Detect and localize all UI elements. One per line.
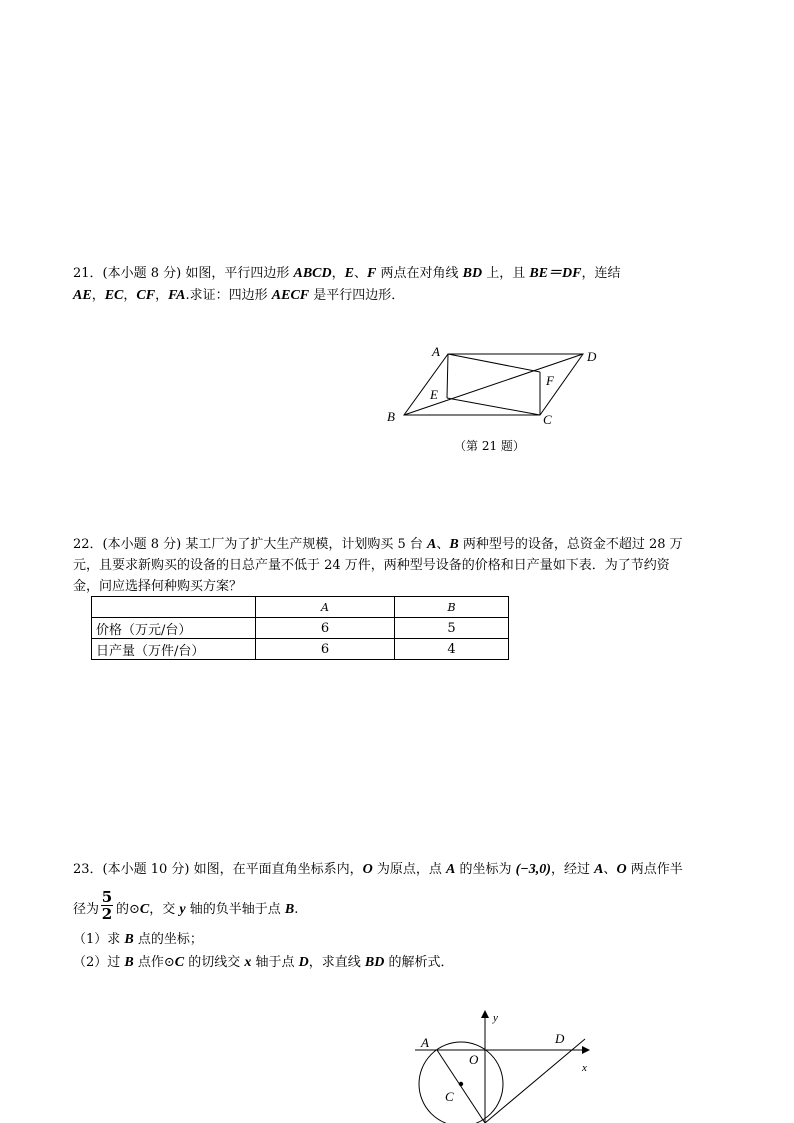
center-c-dot — [459, 1082, 463, 1086]
table-row — [92, 639, 509, 660]
table-row — [92, 618, 509, 639]
label-a: A — [432, 344, 440, 359]
label-x: x — [582, 1062, 587, 1074]
segment-ae — [447, 354, 448, 398]
q21-line2: AE，EC，CF，FA.求证：四边形 AECF 是平行四边形． — [73, 288, 405, 303]
label-f: F — [546, 373, 554, 388]
label-e: E — [430, 387, 438, 402]
label-o: O — [469, 1052, 479, 1067]
q23-sub1: （1）求 B 点的坐标； — [73, 932, 203, 947]
table-cell: 价格（万元/台） — [92, 618, 256, 639]
table-header-row — [92, 597, 509, 618]
q22-line2: 元，且要求新购买的设备的日总产量不低于 24 万件，两种型号设备的价格和日产量如下表．为了节约资 — [73, 558, 670, 573]
q21-line1: 21．(本小题 8 分) 如图，平行四边形 ABCD，E、F 两点在对角线 BD 上，且 BE＝DF，连结 — [73, 266, 621, 281]
segment-fa — [448, 354, 540, 372]
table-header-cell: A — [256, 597, 395, 618]
label-a: A — [421, 1035, 429, 1050]
fraction-denominator: 2 — [101, 905, 113, 923]
table-cell: 5 — [395, 618, 509, 639]
q22-line1: 22．(本小题 8 分) 某工厂为了扩大生产规模，计划购买 5 台 A、B 两种型号的设备，总资金不超过 28 万 — [73, 537, 683, 552]
tangent-bd — [485, 1039, 585, 1123]
table-cell: 6 — [256, 639, 395, 660]
label-d: D — [587, 349, 597, 364]
figure-21-caption: （第 21 题） — [454, 439, 525, 453]
fraction-numerator: 5 — [101, 888, 113, 906]
q23-line2: 径为 的⊙C，交 y 轴的负半轴于点 B. — [73, 902, 299, 917]
price-output-table — [91, 596, 509, 660]
q23-line1: 23．(本小题 10 分) 如图，在平面直角坐标系内，O 为原点，点 A 的坐标为 (−3,0)，经过 A、O 两点作半 — [73, 862, 683, 877]
figure-23-coordinate — [405, 1005, 605, 1123]
q23-sub2: （2）过 B 点作⊙C 的切线交 x 轴于点 D，求直线 BD 的解析式． — [73, 955, 454, 970]
label-c: C — [445, 1089, 454, 1104]
table-header-cell: B — [395, 597, 509, 618]
label-d: D — [555, 1031, 565, 1046]
table-cell: 6 — [256, 618, 395, 639]
table-cell: 4 — [395, 639, 509, 660]
segment-ec — [447, 398, 540, 415]
table-header-cell — [92, 597, 256, 618]
q22-line3: 金，问应选择何种购买方案？ — [73, 579, 243, 594]
table-cell: 日产量（万件/台） — [92, 639, 256, 660]
label-b: B — [387, 409, 395, 424]
label-c: C — [543, 412, 552, 427]
label-y: y — [493, 1012, 498, 1024]
figure-21-parallelogram — [380, 340, 610, 430]
